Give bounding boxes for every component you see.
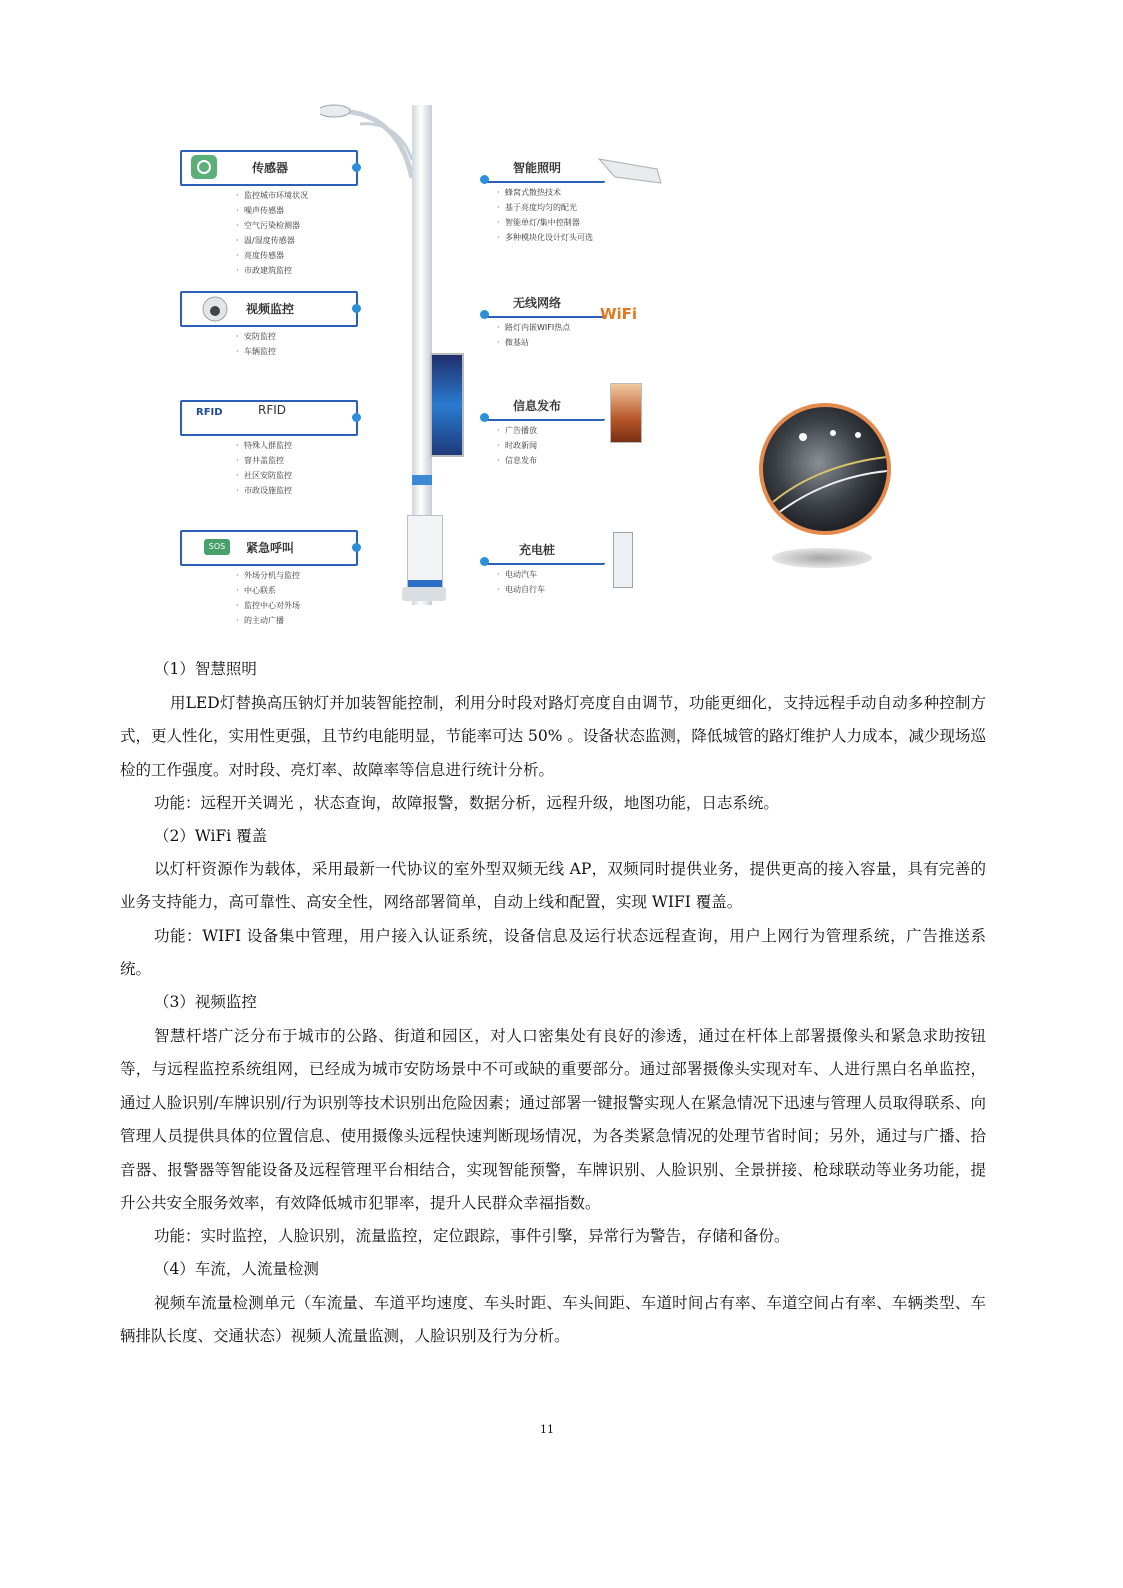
- charging-pile-icon: [613, 532, 633, 588]
- list-item: · 监控城市环境状况: [236, 188, 358, 203]
- led-display-screen: [430, 353, 464, 457]
- list-item: · 蜂窝式散热技术: [497, 185, 637, 200]
- list-item: · 市政建筑监控: [236, 263, 358, 278]
- section-heading-traffic: （4）车流，人流量检测: [154, 1260, 319, 1278]
- list-item: · 信息发布: [497, 453, 637, 468]
- page-number: 11: [540, 1423, 554, 1436]
- paragraph-video-functions: 功能：实时监控，人脸识别，流量监控，定位跟踪，事件引擎，异常行为警告，存储和备份。: [154, 1227, 790, 1245]
- panel-rfid-header: [180, 400, 358, 436]
- panel-info-release: [485, 393, 605, 468]
- panel-rfid: [180, 400, 358, 498]
- panel-sensor-title: 传感器: [252, 161, 289, 175]
- paragraph-video-desc: 智慧杆塔广泛分布于城市的公路、街道和园区，对人口密集处有良好的渗透，通过在杆体上部署摄像头和紧急求助按钮等，与远程监控系统组网，已经成为城市安防场景中不可或缺的重要部分。通过部署摄像头实现对车、人进行黑白名单监控，通过人脸识别/车牌识别/行为识别等技术识别出危险因素；通过部署一键报警实现人在紧急情况下迅速与管理人员取得联系、向管理人员提供具体的位置信息、使用摄像头远程快速判断现场情况，为各类紧急情况的处理节省时间；另外，通过与广播、拾音器、报警器等智能设备及远程管理平台相结合，实现智能预警，车牌识别、人脸识别、全景拼接、枪球联动等业务功能，提升公共安全服务效率，有效降低城市犯罪率，提升人民群众幸福指数。: [120, 1027, 986, 1213]
- connector-dot: [352, 304, 361, 313]
- panel-emergency-header: [180, 530, 358, 566]
- connector-dot: [480, 557, 489, 566]
- panel-info-header: [485, 393, 605, 421]
- panel-lighting-title: 智能照明: [513, 161, 562, 175]
- panel-wireless-network: [485, 290, 605, 350]
- list-item: · 电动自行车: [497, 582, 637, 597]
- paragraph-lighting-functions: 功能：远程开关调光 ，状态查询，故障报警，数据分析，远程升级，地图功能，日志系统。: [154, 794, 779, 812]
- panel-wireless-header: [485, 290, 605, 318]
- list-item: · 窨井盖监控: [236, 453, 358, 468]
- road-lights-illustration: [763, 407, 887, 531]
- section-heading-video: （3）视频监控: [154, 993, 257, 1011]
- paragraph-wifi-functions: 功能：WIFI 设备集中管理，用户接入认证系统，设备信息及运行状态远程查询，用户上网行为管理系统，广告推送系统。: [120, 927, 986, 979]
- photo-shadow: [772, 548, 872, 568]
- connector-dot: [352, 543, 361, 552]
- list-item: · 基于亮度均匀的配光: [497, 200, 637, 215]
- section-heading-wifi: （2）WiFi 覆盖: [154, 827, 268, 845]
- panel-wireless-list: [497, 320, 637, 350]
- info-board-icon: [610, 383, 642, 443]
- panel-video-list: [236, 329, 358, 359]
- section-heading-lighting: （1）智慧照明: [154, 660, 257, 678]
- list-item: · 亮度传感器: [236, 248, 358, 263]
- list-item: · 中心联系: [236, 583, 358, 598]
- list-item: · 的主动广播: [236, 613, 358, 628]
- panel-sensor-list: [236, 188, 358, 278]
- list-item: · 安防监控: [236, 329, 358, 344]
- wifi-icon: WiFi: [600, 305, 638, 323]
- night-road-photo: [759, 403, 891, 535]
- list-item: · 社区安防监控: [236, 468, 358, 483]
- connector-dot: [480, 413, 489, 422]
- panel-emergency-title: 紧急呼叫: [246, 541, 295, 555]
- camera-icon: [200, 295, 230, 325]
- rfid-icon: RFID: [196, 407, 223, 418]
- pole-band: [412, 475, 432, 485]
- list-item: · 车辆监控: [236, 344, 358, 359]
- panel-video-title: 视频监控: [246, 302, 295, 316]
- connector-dot: [480, 310, 489, 319]
- panel-video-header: [180, 291, 358, 327]
- panel-emergency-call: [180, 530, 358, 628]
- paragraph-wifi-desc: 以灯杆资源作为载体，采用最新一代协议的室外型双频无线 AP，双频同时提供业务，提供更高的接入容量，具有完善的业务支持能力，高可靠性、高安全性，网络部署简单，自动上线和配置，实现 WIFI 覆盖。: [120, 860, 986, 912]
- paragraph-lighting-desc: 用LED灯替换高压钠灯并加装智能控制，利用分时段对路灯亮度自由调节，功能更细化，支持远程手动自动多种控制方式，更人性化，实用性更强，且节约电能明显，节能率可达 50% 。设备状态监测，降低城管的路灯维护人力成本，减少现场巡检的工作强度。对时段、亮灯率、故障率等信息进行统计分析。: [120, 694, 986, 779]
- list-item: · 温/湿度传感器: [236, 233, 358, 248]
- list-item: · 噪声传感器: [236, 203, 358, 218]
- connector-dot: [352, 413, 361, 422]
- list-item: · 电动汽车: [497, 567, 637, 582]
- panel-charging-title: 充电桩: [519, 543, 556, 557]
- list-item: · 广告播放: [497, 423, 637, 438]
- sos-icon: SOS: [204, 539, 230, 555]
- list-item: · 路灯内嵌WIFI热点: [497, 320, 637, 335]
- list-item: · 特殊人群监控: [236, 438, 358, 453]
- sensor-icon: [190, 154, 218, 180]
- panel-smart-lighting: [485, 155, 605, 245]
- panel-lighting-header: [485, 155, 605, 183]
- list-item: · 时政新闻: [497, 438, 637, 453]
- street-lamp-head-icon: [595, 153, 665, 189]
- panel-wireless-title: 无线网络: [513, 296, 562, 310]
- panel-rfid-title: RFID: [258, 403, 287, 417]
- panel-lighting-list: [497, 185, 637, 245]
- paragraph-traffic-desc: 视频车流量检测单元（车流量、车道平均速度、车头时距、车头间距、车道时间占有率、车道空间占有率、车辆类型、车辆排队长度、交通状态）视频人流量监测，人脸识别及行为分析。: [120, 1294, 986, 1346]
- panel-info-title: 信息发布: [513, 399, 562, 413]
- panel-charging-header: [485, 537, 605, 565]
- panel-video-monitor: [180, 291, 358, 359]
- panel-charging-pile: [485, 537, 605, 597]
- panel-sensor: [180, 150, 358, 278]
- list-item: · 微基站: [497, 335, 637, 350]
- panel-sensor-header: [180, 150, 358, 186]
- panel-emergency-list: [236, 568, 358, 628]
- connector-dot: [352, 163, 361, 172]
- list-item: · 多种模块化设计灯头可选: [497, 230, 637, 245]
- connector-dot: [480, 175, 489, 184]
- list-item: · 智能单灯/集中控制器: [497, 215, 637, 230]
- list-item: · 监控中心对外场: [236, 598, 358, 613]
- pole-base: [402, 587, 446, 601]
- pole-cabinet: [407, 515, 443, 589]
- list-item: · 市政设施监控: [236, 483, 358, 498]
- list-item: · 空气污染检测器: [236, 218, 358, 233]
- list-item: · 外场分机与监控: [236, 568, 358, 583]
- panel-rfid-list: [236, 438, 358, 498]
